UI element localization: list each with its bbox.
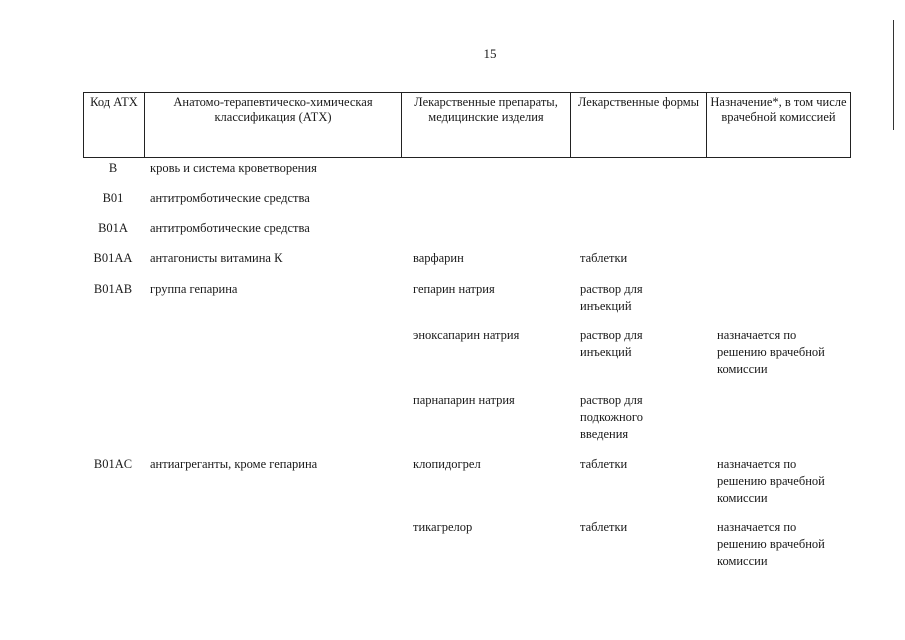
- row-form: раствор для подкожного введения: [580, 393, 643, 441]
- row-atx: антитромботические средства: [150, 221, 310, 235]
- row-form: раствор для инъекций: [580, 328, 643, 359]
- row-code: B01AA: [93, 251, 133, 265]
- header-forms: Лекарственные формы: [571, 93, 707, 158]
- row-form: таблетки: [580, 251, 628, 265]
- row-atx: антагонисты витамина К: [150, 251, 283, 265]
- table-header: [83, 92, 851, 158]
- row-drug: варфарин: [413, 251, 464, 265]
- row-drug: парнапарин натрия: [413, 393, 515, 407]
- row-code: B01AB: [93, 282, 133, 296]
- row-code: B01AC: [93, 457, 133, 471]
- row-drug: эноксапарин натрия: [413, 328, 520, 342]
- row-code: B: [108, 161, 118, 175]
- row-form: раствор для инъекций: [580, 282, 643, 313]
- row-note: назначается по решению врачебной комиссии: [717, 328, 825, 376]
- header-row: [84, 93, 851, 158]
- row-atx: кровь и система кроветворения: [150, 161, 317, 175]
- row-note: назначается по решению врачебной комиссии: [717, 457, 825, 505]
- header-code: Код АТХ: [84, 93, 145, 158]
- header-drugs: Лекарственные препараты, медицинские изделия: [402, 93, 571, 158]
- row-atx: антитромботические средства: [150, 191, 310, 205]
- page-edge-line: [893, 20, 894, 130]
- row-code: B01: [102, 191, 124, 205]
- row-drug: тикагрелор: [413, 520, 473, 534]
- header-atx-classification: Анатомо-терапевтическо-химическая классификация (АТХ): [145, 93, 402, 158]
- header-prescription: Назначение*, в том числе врачебной комиссией: [707, 93, 851, 158]
- row-form: таблетки: [580, 457, 628, 471]
- row-drug: гепарин натрия: [413, 282, 495, 296]
- page-number: 15: [483, 46, 497, 61]
- row-code: B01A: [98, 221, 128, 235]
- row-atx: антиагреганты, кроме гепарина: [150, 457, 318, 471]
- row-atx: группа гепарина: [150, 282, 238, 296]
- row-form: таблетки: [580, 520, 628, 534]
- row-note: назначается по решению врачебной комиссии: [717, 520, 825, 568]
- row-drug: клопидогрел: [413, 457, 481, 471]
